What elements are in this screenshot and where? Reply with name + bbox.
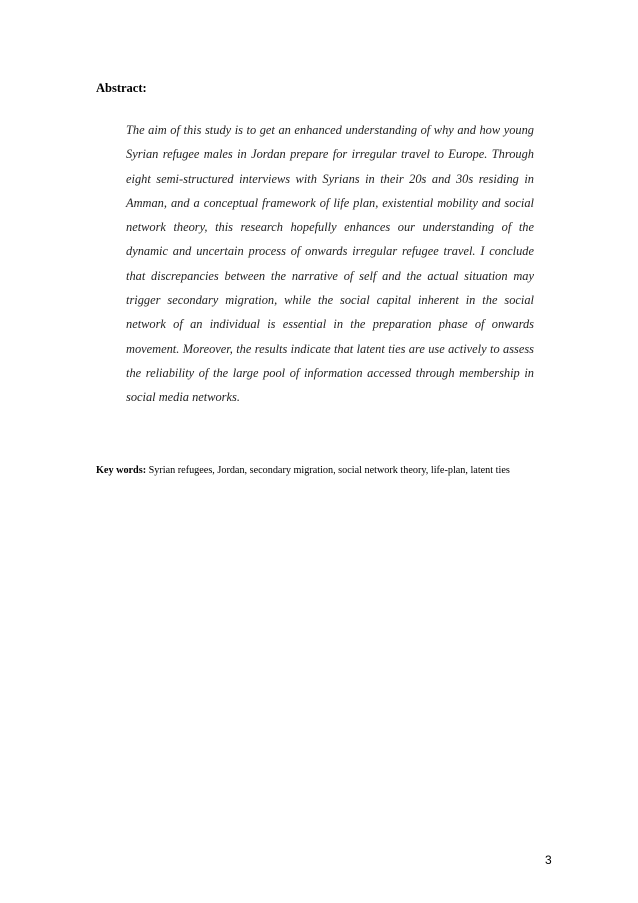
keywords-label: Key words: xyxy=(96,465,147,476)
keywords-text: Syrian refugees, Jordan, secondary migration, social network theory, life-plan, latent ties xyxy=(146,465,510,476)
abstract-body: The aim of this study is to get an enhanced understanding of why and how young Syrian refugee males in Jordan prepare for irregular travel to Europe. Through eight semi-structured interviews with Syrians in their 20s and 30s residing in Amman, and a conceptual framework of life plan, existential mobility and social network theory, this research hopefully enhances our understanding of the dynamic and uncertain process of onwards irregular refugee travel. I conclude that discrepancies between the narrative of self and the actual situation may trigger secondary migration, while the social capital inherent in the social network of an individual is essential in the preparation phase of onwards movement. Moreover, the results indicate that latent ties are use actively to assess the reliability of the large pool of information accessed through membership in social media networks. xyxy=(126,123,534,405)
keywords-line xyxy=(96,464,556,478)
page-number: 3 xyxy=(545,853,552,867)
abstract-heading: Abstract: xyxy=(96,81,147,95)
